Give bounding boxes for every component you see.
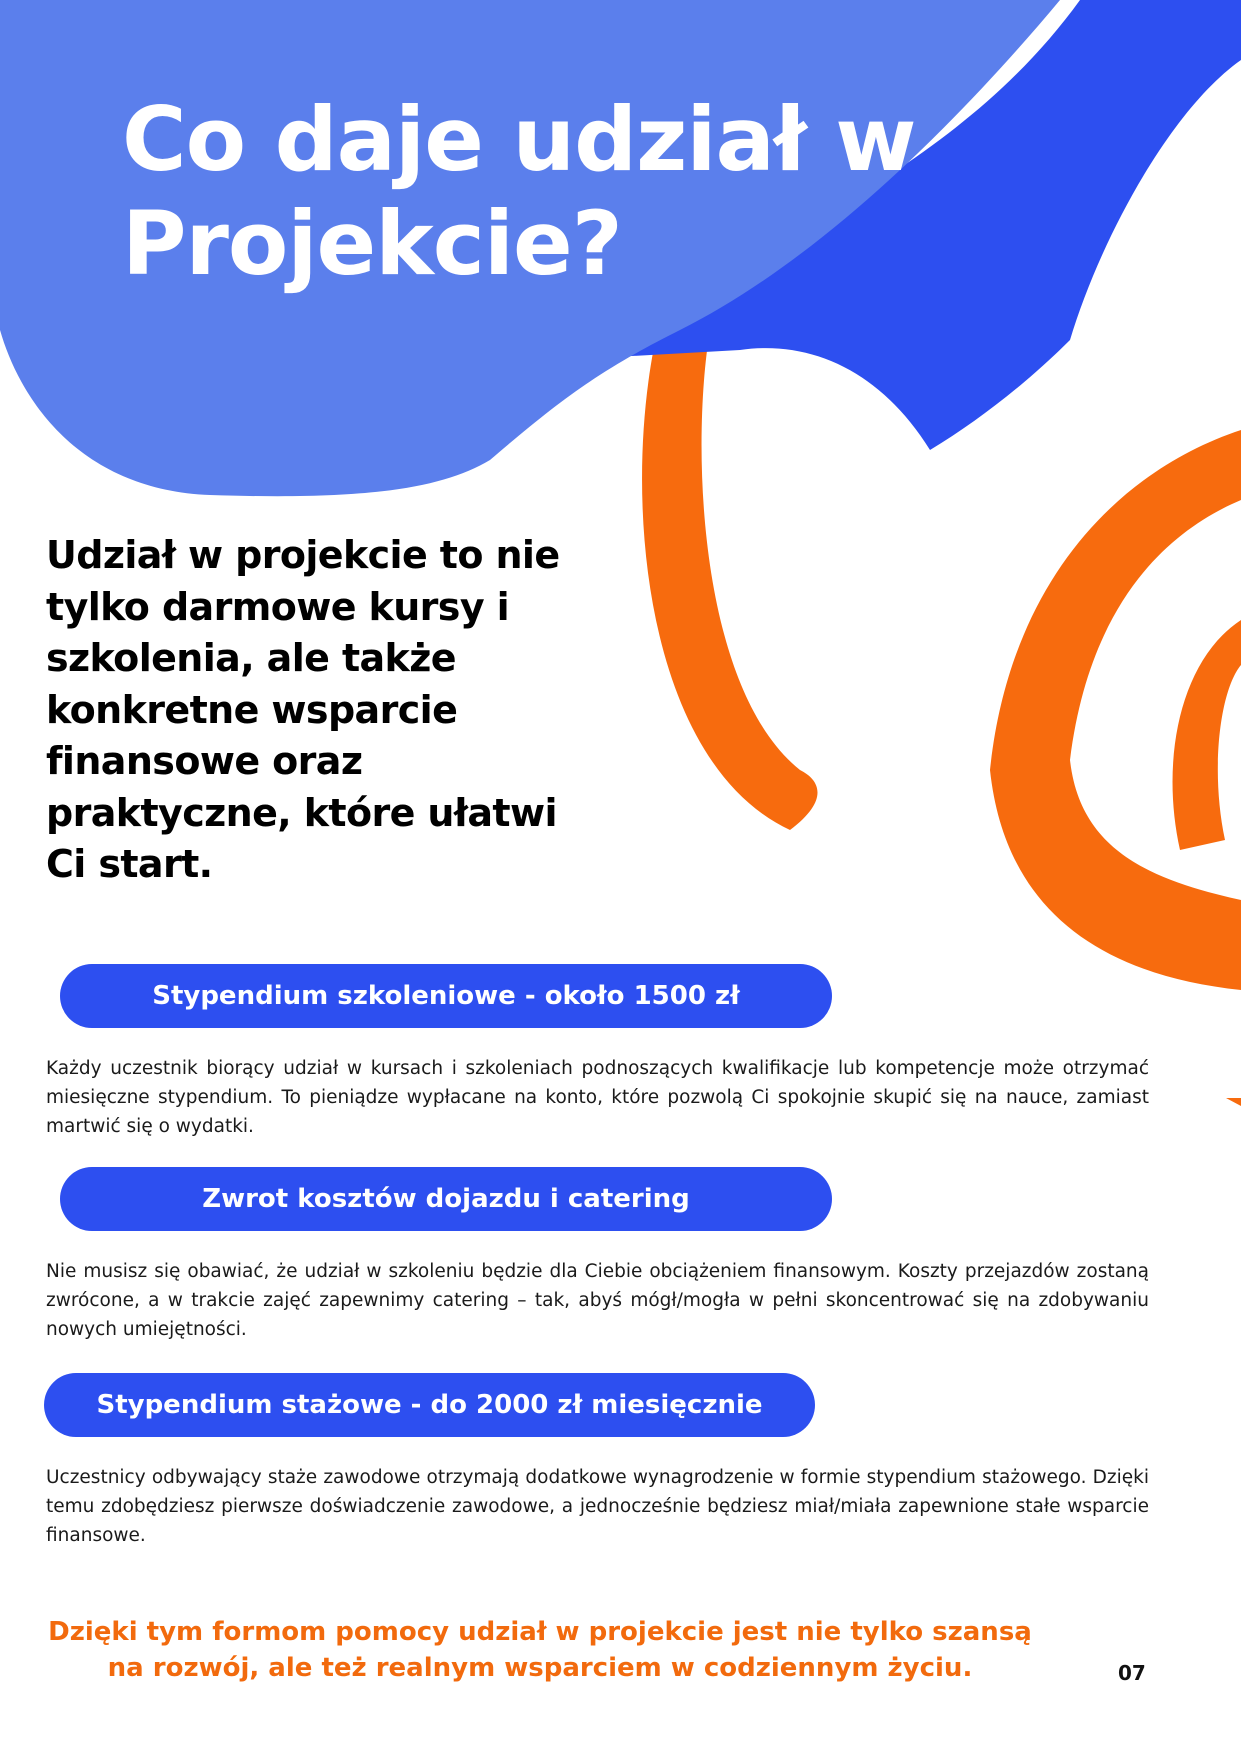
section-text-training-stipend: Każdy uczestnik biorący udział w kursach i szkoleniach podnoszących kwalifikacje lub kompetencje może otrzymać miesięczne stypendium. To pieniądze wypłacane na konto, które pozwolą Ci spokojnie skupić się na nauce, zamiast martwić się o wydatki. xyxy=(46,1058,1149,1137)
page-title-line-2: Projekcie? xyxy=(122,192,622,295)
intro-paragraph: Udział w projekcie to nie tylko darmowe kursy i szkolenia, ale także konkretne wsparcie finansowe oraz praktyczne, które ułatwi Ci start. xyxy=(46,533,560,886)
closing-line-2: na rozwój, ale też realnym wsparciem w codziennym życiu. xyxy=(107,1653,973,1683)
closing-statement xyxy=(40,1614,1040,1686)
section-text-internship-stipend: Uczestnicy odbywający staże zawodowe otrzymają dodatkowe wynagrodzenie w formie stypendium stażowego. Dzięki temu zdobędziesz pierwsze doświadczenie zawodowe, a jednocześnie będziesz miał/miała zapewnione stałe wsparcie finansowe. xyxy=(46,1467,1149,1546)
section-heading-travel-refund: Zwrot kosztów dojazdu i catering xyxy=(60,1167,832,1231)
corner-orange-mark xyxy=(1226,1098,1241,1106)
page-title-line-1: Co daje udział w xyxy=(122,88,916,191)
orange-ring-detail xyxy=(1173,620,1241,850)
page-number: 07 xyxy=(1118,1661,1146,1685)
section-heading-training-stipend: Stypendium szkoleniowe - około 1500 zł xyxy=(60,964,832,1028)
section-heading-internship-stipend: Stypendium stażowe - do 2000 zł miesięcznie xyxy=(44,1373,815,1437)
page-title xyxy=(122,88,1022,296)
section-text-travel-refund: Nie musisz się obawiać, że udział w szkoleniu będzie dla Ciebie obciążeniem finansowym. Koszty przejazdów zostaną zwrócone, a w trakcie zajęć zapewnimy catering – tak, abyś mógł/mogła w pełni skoncentrować się na zdobywaniu nowych umiejętności. xyxy=(46,1261,1149,1340)
closing-line-1: Dzięki tym formom pomocy udział w projekcie jest nie tylko szansą xyxy=(48,1617,1032,1647)
orange-ring-left xyxy=(642,320,817,830)
